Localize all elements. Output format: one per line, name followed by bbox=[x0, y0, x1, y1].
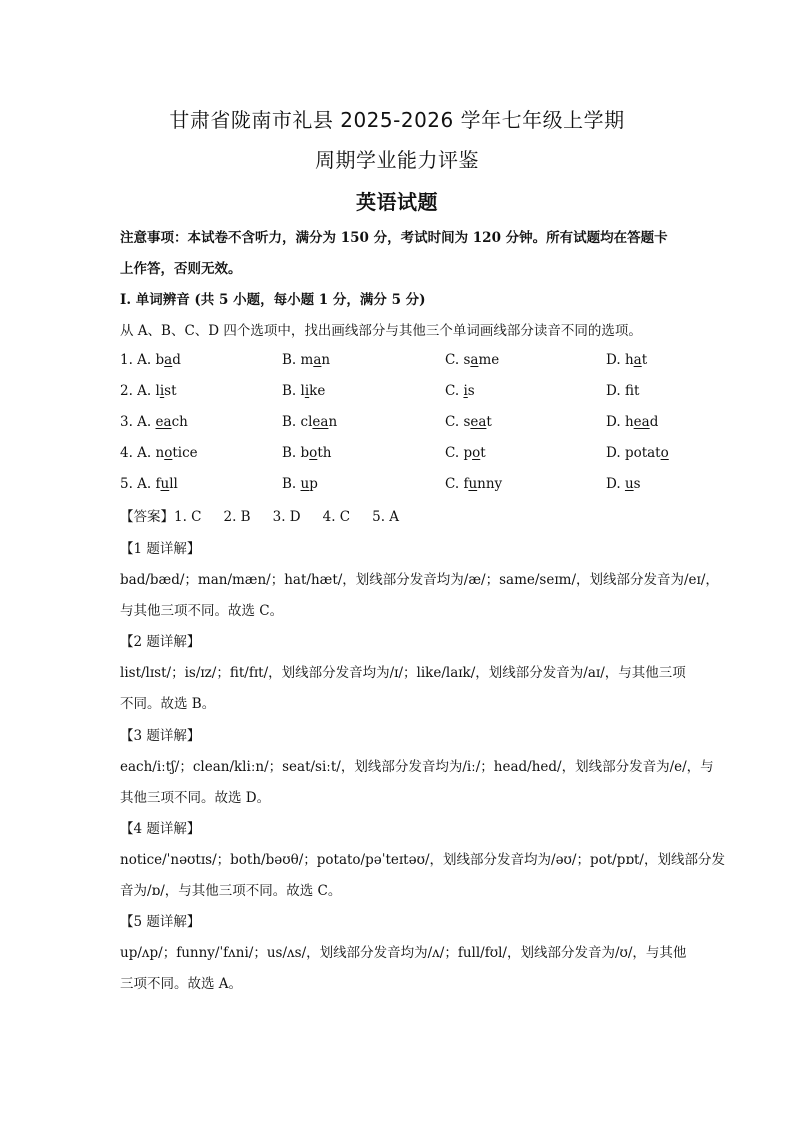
word-part: s bbox=[463, 352, 471, 368]
option-c bbox=[445, 476, 502, 492]
word-part: d bbox=[172, 352, 181, 368]
explanation-line: 不同。故选 B。 bbox=[120, 696, 216, 712]
underlined-letters: u bbox=[160, 476, 170, 492]
option-letter: C. bbox=[445, 445, 464, 461]
underlined-letters: u bbox=[624, 476, 634, 492]
word-part: s bbox=[463, 414, 471, 430]
option-letter: C. bbox=[445, 476, 464, 492]
answer-item: 2. B bbox=[223, 509, 251, 525]
explanation-title: 【1 题详解】 bbox=[120, 541, 201, 557]
exam-subject-title: 英语试题 bbox=[356, 190, 438, 214]
word-part: ke bbox=[309, 383, 326, 399]
word-part: l bbox=[155, 383, 160, 399]
option-letter: D. bbox=[606, 476, 625, 492]
answer-item: 3. D bbox=[272, 509, 301, 525]
option-a bbox=[120, 476, 178, 492]
option-letter: B. bbox=[282, 414, 301, 430]
option-b bbox=[282, 476, 318, 492]
question-number: 2. A. bbox=[120, 383, 156, 399]
question-number: 4. A. bbox=[120, 445, 156, 461]
underlined-letters: ea bbox=[470, 414, 487, 430]
option-b bbox=[282, 383, 325, 399]
explanation-line: 其他三项不同。故选 D。 bbox=[120, 790, 271, 806]
underlined-letters: o bbox=[309, 445, 318, 461]
explanation-line: bad/bæd/；man/mæn/；hat/hæt/，划线部分发音均为/æ/；same/seɪm/，划线部分发音为/eɪ/， bbox=[120, 572, 719, 588]
word-part: t bbox=[486, 414, 492, 430]
word-part: nny bbox=[477, 476, 503, 492]
word-part: n bbox=[155, 445, 165, 461]
option-d bbox=[606, 476, 641, 492]
option-d bbox=[606, 352, 647, 368]
section1-heading: I. 单词辨音 (共 5 小题，每小题 1 分，满分 5 分) bbox=[120, 292, 426, 308]
option-letter: B. bbox=[282, 352, 301, 368]
word-part: p bbox=[309, 476, 318, 492]
question-number: 1. A. bbox=[120, 352, 156, 368]
word-part: n bbox=[328, 414, 338, 430]
word-part: p bbox=[463, 445, 473, 461]
explanation-title: 【3 题详解】 bbox=[120, 728, 201, 744]
question-number: 3. A. bbox=[120, 414, 156, 430]
word-part: m bbox=[300, 352, 314, 368]
option-a bbox=[120, 352, 181, 368]
underlined-letters: i bbox=[159, 383, 165, 399]
notice-line1: 注意事项：本试卷不含听力，满分为 150 分，考试时间为 120 分钟。所有试题均在答题卡 bbox=[120, 230, 668, 246]
explanation-title: 【4 题详解】 bbox=[120, 821, 201, 837]
word-part: potat bbox=[624, 445, 661, 461]
option-letter: D. bbox=[606, 445, 625, 461]
option-letter: B. bbox=[282, 445, 301, 461]
word-part: ch bbox=[171, 414, 188, 430]
word-part: tice bbox=[172, 445, 198, 461]
word-part: f bbox=[624, 383, 634, 399]
option-letter: C. bbox=[445, 383, 464, 399]
underlined-letters: i bbox=[304, 383, 310, 399]
word-part: f bbox=[463, 476, 469, 492]
option-a bbox=[120, 383, 177, 399]
notice-line2: 上作答，否则无效。 bbox=[120, 261, 242, 277]
option-c bbox=[445, 445, 486, 461]
explanation-line: each/iːtʃ/；clean/kliːn/；seat/siːt/，划线部分发音均为/iː/；head/hed/，划线部分发音为/e/，与 bbox=[120, 759, 714, 775]
word-part: t bbox=[480, 445, 486, 461]
word-part: me bbox=[478, 352, 500, 368]
underlined-letters: a bbox=[633, 352, 642, 368]
underlined-letters: a bbox=[313, 352, 322, 368]
option-letter: B. bbox=[282, 383, 301, 399]
word-part: cl bbox=[300, 414, 313, 430]
underlined-letters: a bbox=[470, 352, 479, 368]
underlined-letters: u bbox=[468, 476, 478, 492]
option-a bbox=[120, 414, 188, 430]
explanation-line: 三项不同。故选 A。 bbox=[120, 976, 243, 992]
exam-title-line1: 甘肃省陇南市礼县 2025-2026 学年七年级上学期 bbox=[169, 108, 625, 132]
word-part: st bbox=[164, 383, 177, 399]
word-part: d bbox=[649, 414, 659, 430]
underlined-letters: ea bbox=[312, 414, 329, 430]
word-part: h bbox=[624, 352, 634, 368]
answer-line bbox=[120, 507, 680, 527]
explanation-line: 与其他三项不同。故选 C。 bbox=[120, 603, 284, 619]
word-part: s bbox=[633, 476, 641, 492]
option-letter: B. bbox=[282, 476, 301, 492]
option-b bbox=[282, 445, 331, 461]
answer-item: 4. C bbox=[322, 509, 351, 525]
answer-label: 【答案】 bbox=[120, 509, 174, 525]
underlined-letters: ea bbox=[155, 414, 172, 430]
word-part: s bbox=[467, 383, 475, 399]
section1-instruction: 从 A、B、C、D 四个选项中，找出画线部分与其他三个单词画线部分读音不同的选项。 bbox=[120, 323, 642, 339]
option-d bbox=[606, 383, 639, 399]
underlined-letters: o bbox=[472, 445, 481, 461]
option-c bbox=[445, 352, 499, 368]
answer-item: 5. A bbox=[372, 509, 400, 525]
word-part: l bbox=[300, 383, 305, 399]
option-letter: D. bbox=[606, 383, 625, 399]
option-d bbox=[606, 445, 669, 461]
option-b bbox=[282, 414, 337, 430]
answer-item: 1. C bbox=[174, 509, 202, 525]
option-a bbox=[120, 445, 198, 461]
option-letter: C. bbox=[445, 414, 464, 430]
word-part: f bbox=[155, 476, 161, 492]
word-part: b bbox=[155, 352, 165, 368]
word-part: ll bbox=[169, 476, 178, 492]
explanation-title: 【2 题详解】 bbox=[120, 634, 201, 650]
underlined-letters: i bbox=[463, 383, 468, 399]
explanation-line: up/ʌp/；funny/ˈfʌni/；us/ʌs/，划线部分发音均为/ʌ/；full/fʊl/，划线部分发音为/ʊ/，与其他 bbox=[120, 945, 687, 961]
underlined-letters: a bbox=[164, 352, 173, 368]
question-number: 5. A. bbox=[120, 476, 156, 492]
word-part: t bbox=[641, 352, 648, 368]
option-c bbox=[445, 414, 492, 430]
option-letter: C. bbox=[445, 352, 464, 368]
option-c bbox=[445, 383, 475, 399]
option-letter: D. bbox=[606, 352, 625, 368]
underlined-letters: o bbox=[164, 445, 173, 461]
word-part: b bbox=[300, 445, 310, 461]
option-b bbox=[282, 352, 330, 368]
option-d bbox=[606, 414, 658, 430]
word-part: h bbox=[624, 414, 634, 430]
underlined-letters: o bbox=[660, 445, 669, 461]
exam-title-line2: 周期学业能力评鉴 bbox=[315, 148, 479, 172]
word-part: n bbox=[321, 352, 331, 368]
word-part: t bbox=[633, 383, 640, 399]
option-letter: D. bbox=[606, 414, 625, 430]
word-part: th bbox=[317, 445, 332, 461]
explanation-line: notice/ˈnəʊtɪs/；both/bəʊθ/；potato/pəˈteɪtəʊ/，划线部分发音均为/əʊ/；pot/pɒt/，划线部分发 bbox=[120, 852, 725, 868]
underlined-letters: ea bbox=[633, 414, 650, 430]
explanation-line: 音为/ɒ/，与其他三项不同。故选 C。 bbox=[120, 883, 342, 899]
explanation-title: 【5 题详解】 bbox=[120, 914, 201, 930]
explanation-line: list/lɪst/；is/ɪz/；fit/fɪt/，划线部分发音均为/ɪ/；like/laɪk/，划线部分发音为/aɪ/，与其他三项 bbox=[120, 665, 686, 681]
underlined-letters: u bbox=[300, 476, 310, 492]
